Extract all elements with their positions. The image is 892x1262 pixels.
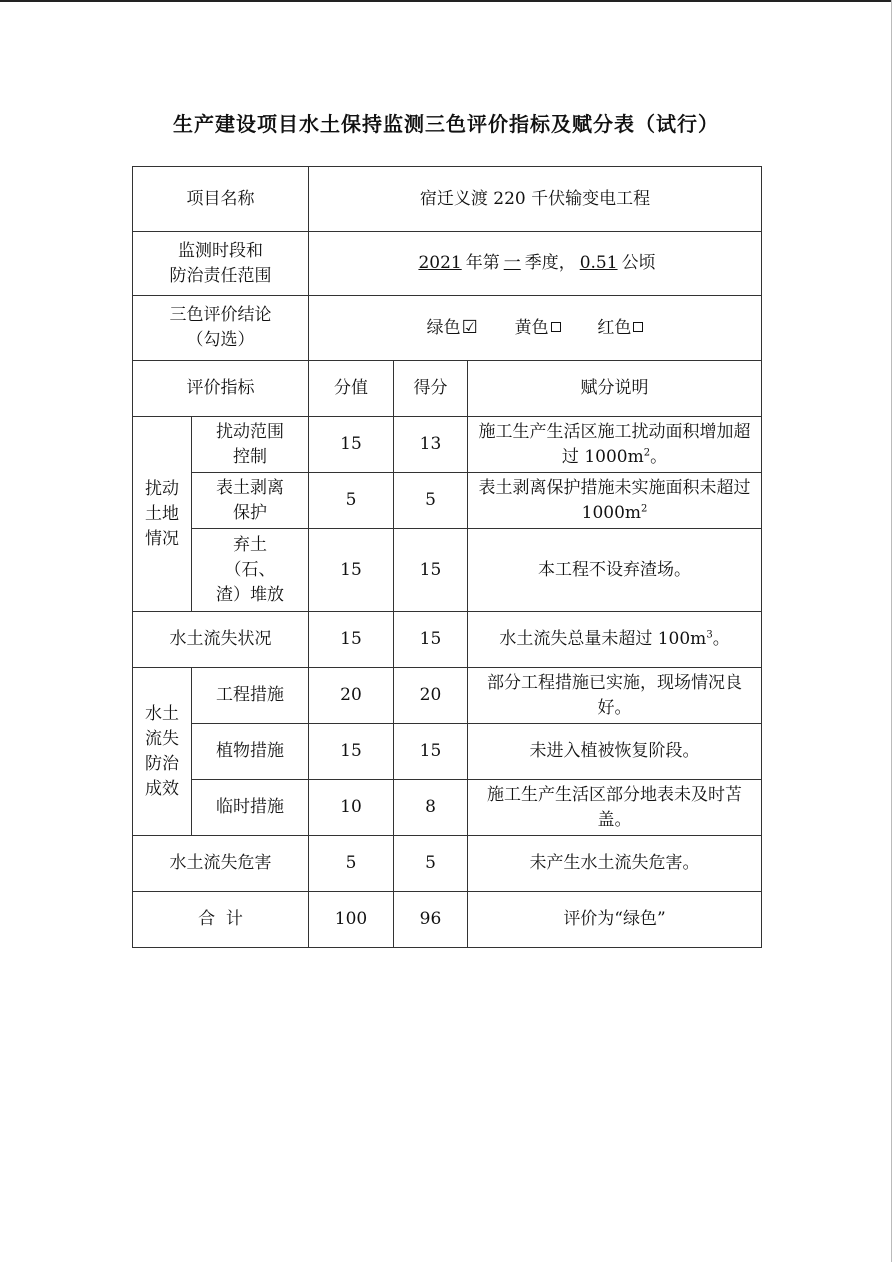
indicator-cell: 临时措施 (192, 780, 309, 836)
group-control-line3: 防治 (145, 753, 179, 774)
group-disturb-land (133, 417, 192, 612)
group-control-line2: 流失 (145, 728, 179, 749)
project-name-label: 项目名称 (133, 167, 309, 232)
indicator-line3: 渣）堆放 (216, 584, 284, 605)
total-label: 合 计 (133, 892, 309, 948)
total-got: 96 (394, 892, 468, 948)
desc-cell (468, 473, 762, 529)
score-cell: 20 (309, 668, 394, 724)
conclusion-label-line1: 三色评价结论 (169, 305, 272, 325)
desc-superscript: 2 (643, 446, 651, 458)
conclusion-label (133, 296, 309, 361)
red-option-label: 红色 (597, 318, 632, 338)
header-score: 分值 (309, 361, 394, 417)
conclusion-options (309, 296, 762, 361)
indicator-line1: 表土剥离 (216, 477, 284, 498)
desc-text: 表土剥离保护措施未实施面积未超过 1000m (478, 477, 751, 523)
indicator-line2: （石、 (224, 559, 276, 580)
desc-cell: 部分工程措施已实施，现场情况良好。 (468, 668, 762, 724)
score-cell: 10 (309, 780, 394, 836)
total-score: 100 (309, 892, 394, 948)
desc-text: 施工生产生活区施工扰动面积增加超过 1000m (478, 421, 751, 467)
desc-cell: 本工程不设弃渣场。 (468, 529, 762, 612)
indicator-cell: 植物措施 (192, 724, 309, 780)
table-row (133, 612, 762, 668)
period-area: 0.51 (579, 253, 618, 273)
group-control-line4: 成效 (145, 778, 179, 799)
indicator-cell: 水土流失状况 (133, 612, 309, 668)
got-cell: 5 (394, 473, 468, 529)
period-label-line2: 防治责任范围 (169, 265, 272, 286)
table-row (133, 529, 762, 612)
page-title: 生产建设项目水土保持监测三色评价指标及赋分表（试行） (173, 112, 719, 136)
table-row (133, 724, 762, 780)
score-cell: 5 (309, 836, 394, 892)
desc-cell: 未进入植被恢复阶段。 (468, 724, 762, 780)
conclusion-label-line2: （勾选） (186, 330, 255, 350)
total-desc: 评价为“绿色” (468, 892, 762, 948)
got-cell: 13 (394, 417, 468, 473)
top-border-line (0, 0, 892, 2)
table-row (133, 473, 762, 529)
group-disturb-line3: 情况 (145, 528, 179, 549)
table-row (133, 780, 762, 836)
table-row (133, 668, 762, 724)
indicator-cell (192, 529, 309, 612)
desc-cell: 未产生水土流失危害。 (468, 836, 762, 892)
yellow-checkbox-icon[interactable] (551, 322, 561, 332)
indicator-cell (192, 417, 309, 473)
desc-tail: 。 (650, 446, 668, 467)
total-row (133, 892, 762, 948)
green-checked-icon[interactable]: ☑ (461, 317, 478, 338)
period-row (133, 232, 762, 296)
period-label (133, 232, 309, 296)
desc-tail: 。 (712, 629, 730, 649)
group-disturb-line1: 扰动 (145, 478, 179, 499)
header-row (133, 361, 762, 417)
got-cell: 20 (394, 668, 468, 724)
got-cell: 15 (394, 724, 468, 780)
period-label-line1: 监测时段和 (178, 240, 263, 261)
got-cell: 15 (394, 612, 468, 668)
score-cell: 15 (309, 417, 394, 473)
project-name-value: 宿迁义渡 220 千伏输变电工程 (309, 167, 762, 232)
period-year-suffix: 年第 (465, 253, 500, 273)
desc-superscript: 3 (706, 629, 713, 641)
table-row (133, 836, 762, 892)
desc-superscript: 2 (641, 502, 648, 514)
desc-cell (468, 417, 762, 473)
header-desc: 赋分说明 (468, 361, 762, 417)
period-year: 2021 (418, 253, 462, 273)
group-control-line1: 水土 (145, 703, 179, 724)
got-cell: 8 (394, 780, 468, 836)
score-cell: 15 (309, 612, 394, 668)
score-cell: 15 (309, 724, 394, 780)
red-checkbox-icon[interactable] (633, 322, 643, 332)
conclusion-row (133, 296, 762, 361)
indicator-cell: 工程措施 (192, 668, 309, 724)
indicator-line2: 控制 (233, 446, 267, 467)
got-cell: 15 (394, 529, 468, 612)
period-value (309, 232, 762, 296)
score-cell: 15 (309, 529, 394, 612)
header-indicator: 评价指标 (133, 361, 309, 417)
desc-text: 水土流失总量未超过 100m (499, 629, 707, 649)
period-quarter: 一 (503, 253, 521, 273)
desc-cell: 施工生产生活区部分地表未及时苫盖。 (468, 780, 762, 836)
header-got: 得分 (394, 361, 468, 417)
got-cell: 5 (394, 836, 468, 892)
period-quarter-suffix: 季度， (524, 253, 576, 273)
indicator-line1: 弃土 (233, 534, 267, 555)
score-cell: 5 (309, 473, 394, 529)
yellow-option-label: 黄色 (514, 318, 549, 338)
indicator-line1: 扰动范围 (216, 421, 284, 442)
indicator-line2: 保护 (233, 502, 267, 523)
group-disturb-line2: 土地 (145, 503, 179, 524)
period-area-unit: 公顷 (621, 253, 656, 273)
indicator-cell (192, 473, 309, 529)
evaluation-table (132, 166, 762, 948)
project-name-row (133, 167, 762, 232)
green-option-label: 绿色 (426, 318, 461, 338)
indicator-cell: 水土流失危害 (133, 836, 309, 892)
desc-cell (468, 612, 762, 668)
group-erosion-control (133, 668, 192, 836)
table-row (133, 417, 762, 473)
